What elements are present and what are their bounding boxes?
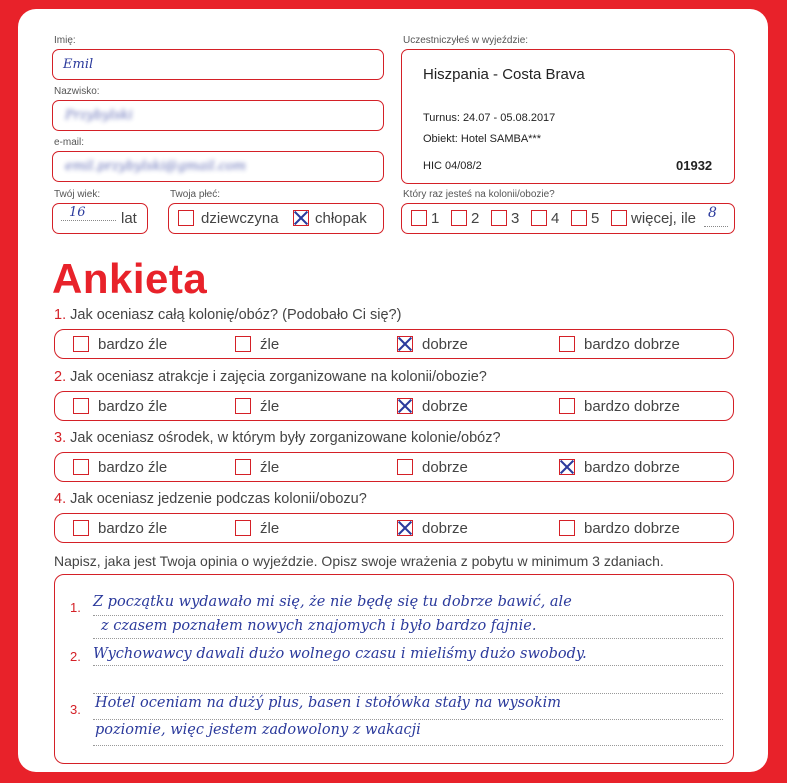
opinion-line (93, 719, 723, 720)
q3-bardzo-zle-checkbox[interactable] (73, 459, 89, 475)
wiek-label: Twój wiek: (54, 189, 101, 200)
question-1-options (54, 329, 734, 359)
ktory-raz-more-value: 8 (708, 205, 717, 221)
imie-label: Imię: (54, 35, 76, 46)
question-3-num: 3. (54, 430, 67, 446)
question-3-options (54, 452, 734, 482)
opinion-handwriting-line: Wychowawcy dawali dużo wolnego czasu i mieliśmy dużo swobody. (93, 646, 587, 662)
ktory-raz-1-checkbox[interactable] (411, 210, 427, 226)
nazwisko-label: Nazwisko: (54, 86, 100, 97)
wiek-value: 16 (69, 205, 86, 220)
email-label: e-mail: (54, 137, 85, 148)
opinion-prompt: Napisz, jaka jest Twoja opinia o wyjeździe. Opisz swoje wrażenia z pobytu w minimum 3 zdaniach. (54, 553, 664, 569)
q1-bardzo-zle-label: bardzo źle (98, 336, 168, 353)
ktory-raz-3-checkbox[interactable] (491, 210, 507, 226)
wiek-field[interactable] (52, 203, 148, 234)
q2-bardzo-zle-checkbox[interactable] (73, 398, 89, 414)
opinion-line (93, 638, 723, 639)
ktory-raz-field (401, 203, 735, 234)
q1-bardzo-dobrze-label: bardzo dobrze (584, 336, 680, 353)
ktory-raz-4-label: 4 (551, 210, 560, 227)
trip-label: Uczestniczyłeś w wyjeździe: (403, 35, 529, 46)
trip-box (401, 49, 735, 184)
q4-bardzo-zle-label: bardzo źle (98, 520, 168, 537)
question-2-options (54, 391, 734, 421)
ktory-raz-2-checkbox[interactable] (451, 210, 467, 226)
ktory-raz-label: Który raz jesteś na kolonii/obozie? (403, 189, 555, 200)
question-1 (54, 307, 401, 323)
q2-dobrze-label: dobrze (422, 398, 468, 415)
opinion-line (93, 693, 723, 694)
plec-chlopak-label: chłopak (315, 210, 367, 227)
question-2-text: Jak oceniasz atrakcje i zajęcia zorganizowane na kolonii/obozie? (70, 369, 487, 385)
plec-field (168, 203, 384, 234)
q1-zle-checkbox[interactable] (235, 336, 251, 352)
nazwisko-value: Przybylski (65, 108, 133, 123)
opinion-handwriting-line: Hotel oceniam na dużý plus, basen i stołówka stały na wysokim (95, 695, 561, 711)
plec-label: Twoja płeć: (170, 189, 221, 200)
ktory-raz-more-checkbox[interactable] (611, 210, 627, 226)
q3-dobrze-checkbox[interactable] (397, 459, 413, 475)
q3-bardzo-dobrze-checkbox[interactable] (559, 459, 575, 475)
survey-sheet (18, 9, 768, 772)
email-field[interactable] (52, 151, 384, 182)
question-4-options (54, 513, 734, 543)
plec-dziewczyna-checkbox[interactable] (178, 210, 194, 226)
opinion-handwriting-line: z czasem poznałem nowych znajomych i było bardzo fajnie. (101, 618, 537, 634)
ktory-raz-1-label: 1 (431, 210, 440, 227)
trip-name: Hiszpania - Costa Brava (423, 66, 585, 83)
q1-zle-label: źle (260, 336, 280, 353)
q4-bardzo-zle-checkbox[interactable] (73, 520, 89, 536)
question-3 (54, 430, 501, 446)
question-1-text: Jak oceniasz całą kolonię/obóz? (Podobało Ci się?) (70, 307, 402, 323)
nazwisko-field[interactable] (52, 100, 384, 131)
q3-dobrze-label: dobrze (422, 459, 468, 476)
email-value: emil.przybylski@gmail.com (65, 159, 247, 174)
opinion-line (93, 665, 723, 666)
q3-zle-label: źle (260, 459, 280, 476)
q4-zle-label: źle (260, 520, 280, 537)
q1-dobrze-checkbox[interactable] (397, 336, 413, 352)
q2-bardzo-dobrze-checkbox[interactable] (559, 398, 575, 414)
ktory-raz-more-label: więcej, ile (631, 210, 697, 227)
q4-bardzo-dobrze-label: bardzo dobrze (584, 520, 680, 537)
question-4-num: 4. (54, 491, 67, 507)
question-4-text: Jak oceniasz jedzenie podczas kolonii/obozu? (70, 491, 367, 507)
question-2-num: 2. (54, 369, 67, 385)
question-1-num: 1. (54, 307, 67, 323)
q4-bardzo-dobrze-checkbox[interactable] (559, 520, 575, 536)
opinion-line (93, 615, 723, 616)
trip-code: HIC 04/08/2 (423, 160, 482, 172)
q2-dobrze-checkbox[interactable] (397, 398, 413, 414)
page-title: Ankieta (52, 255, 208, 302)
plec-dziewczyna-label: dziewczyna (201, 210, 279, 227)
q2-zle-checkbox[interactable] (235, 398, 251, 414)
ktory-raz-dotted-line (704, 226, 728, 227)
opinion-line (93, 745, 723, 746)
opinion-num-2: 2. (70, 649, 81, 664)
trip-turnus: Turnus: 24.07 - 05.08.2017 (423, 112, 556, 124)
opinion-num-3: 3. (70, 702, 81, 717)
opinion-handwriting-line: Z początku wydawało mi się, że nie będę się tu dobrze bawić, ale (93, 594, 572, 610)
wiek-dotted-line (61, 220, 116, 221)
q3-zle-checkbox[interactable] (235, 459, 251, 475)
q2-zle-label: źle (260, 398, 280, 415)
q1-dobrze-label: dobrze (422, 336, 468, 353)
trip-number: 01932 (676, 158, 713, 173)
opinion-num-1: 1. (70, 600, 81, 615)
q4-dobrze-label: dobrze (422, 520, 468, 537)
ktory-raz-5-label: 5 (591, 210, 600, 227)
ktory-raz-3-label: 3 (511, 210, 520, 227)
q4-zle-checkbox[interactable] (235, 520, 251, 536)
q3-bardzo-dobrze-label: bardzo dobrze (584, 459, 680, 476)
imie-field[interactable] (52, 49, 384, 80)
imie-value: Emil (63, 57, 94, 72)
ktory-raz-4-checkbox[interactable] (531, 210, 547, 226)
q1-bardzo-zle-checkbox[interactable] (73, 336, 89, 352)
q4-dobrze-checkbox[interactable] (397, 520, 413, 536)
ktory-raz-5-checkbox[interactable] (571, 210, 587, 226)
q2-bardzo-zle-label: bardzo źle (98, 398, 168, 415)
opinion-handwriting-line: poziomie, więc jestem zadowolony z wakacji (95, 722, 421, 738)
trip-obiekt: Obiekt: Hotel SAMBA*** (423, 133, 541, 145)
question-3-text: Jak oceniasz ośrodek, w którym były zorganizowane kolonie/obóz? (70, 430, 501, 446)
question-4 (54, 491, 367, 507)
opinion-box[interactable] (54, 574, 734, 764)
q3-bardzo-zle-label: bardzo źle (98, 459, 168, 476)
q1-bardzo-dobrze-checkbox[interactable] (559, 336, 575, 352)
plec-chlopak-checkbox[interactable] (293, 210, 309, 226)
question-2 (54, 369, 487, 385)
q2-bardzo-dobrze-label: bardzo dobrze (584, 398, 680, 415)
wiek-unit: lat (121, 210, 137, 227)
ktory-raz-2-label: 2 (471, 210, 480, 227)
